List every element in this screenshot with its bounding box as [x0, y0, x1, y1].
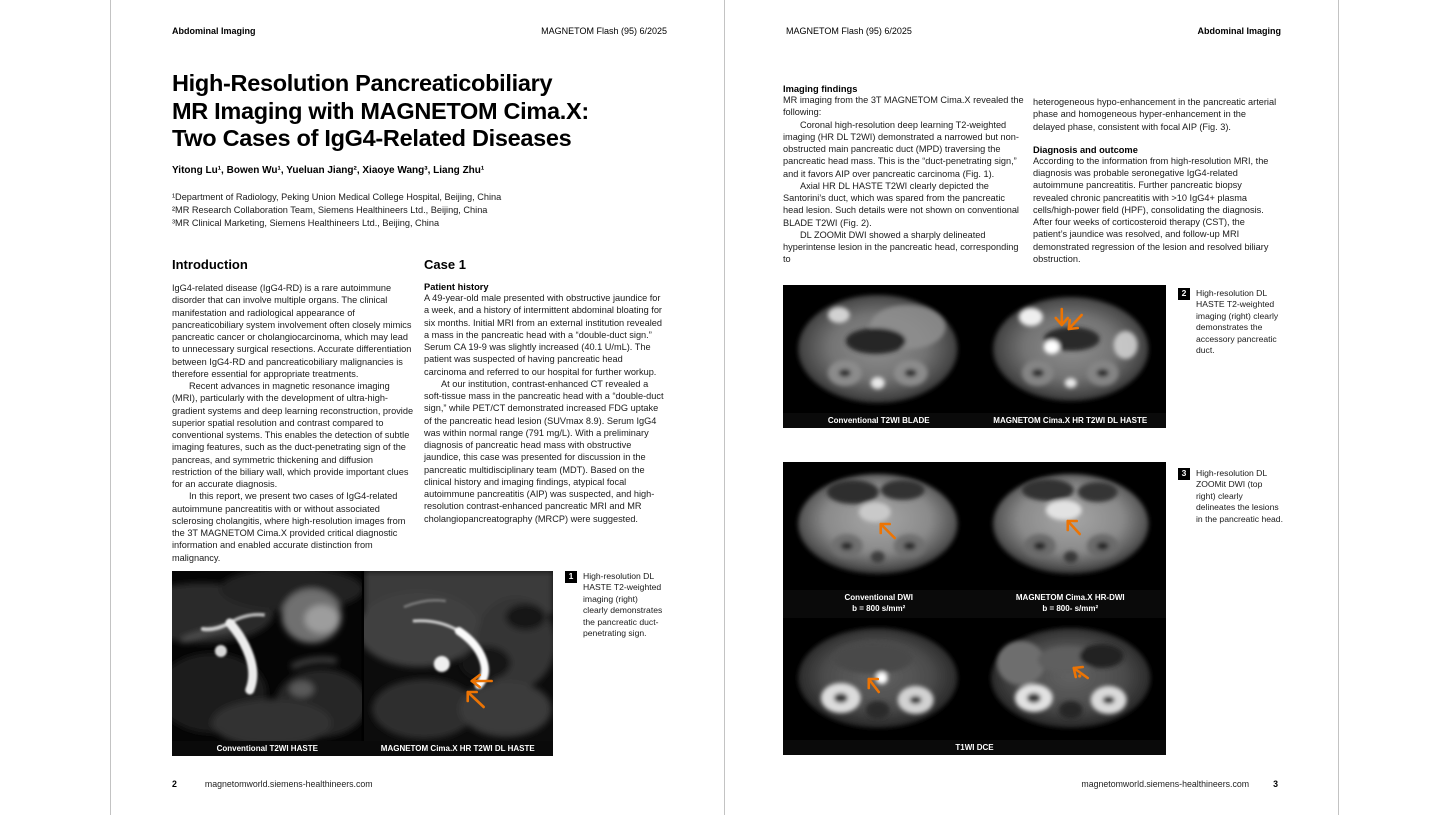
- diagnosis-column: [1033, 96, 1279, 265]
- mr-image-cimax-hr-dwi: [976, 462, 1167, 590]
- footer-url[interactable]: magnetomworld.siemens-healthineers.com: [1081, 779, 1250, 789]
- right-page-footer: [1081, 779, 1278, 789]
- mr-image-cimax-hr-t2wi-dl-haste-axial: [976, 285, 1167, 413]
- case1-column: [424, 257, 667, 525]
- right-page-edge: [1338, 0, 1339, 815]
- running-head-section: Abdominal Imaging: [1197, 26, 1281, 36]
- title-line: MR Imaging with MAGNETOM Cima.X:: [172, 97, 589, 124]
- title-line: Two Cases of IgG4-Related Diseases: [172, 125, 572, 151]
- figure2-right-label: MAGNETOM Cima.X HR T2WI DL HASTE: [993, 416, 1148, 425]
- left-page-footer: [172, 779, 373, 789]
- figure3-bottom-label: T1WI DCE: [955, 743, 994, 752]
- mr-image-conventional-t2wi-haste: [172, 571, 362, 741]
- mr-image-cimax-hr-t2wi-dl-haste: [364, 571, 554, 741]
- running-head-section: Abdominal Imaging: [172, 26, 256, 36]
- figure3-caption: [1178, 468, 1284, 525]
- running-head-issue: MAGNETOM Flash (95) 6/2025: [786, 26, 912, 36]
- figure2-number-badge: 2: [1178, 288, 1190, 300]
- body-paragraph: Axial HR DL HASTE T2WI clearly depicted the Santorini’s duct, which was spared from the pancreatic head lesion. Such details were not shown on conventional BLADE T2WI (Fig. 2).: [783, 180, 1019, 228]
- figure-2: [783, 285, 1166, 428]
- body-paragraph: IgG4-related disease (IgG4-RD) is a rare autoimmune disorder that can involve multiple organs. The clinical manifestation and radiological appearance of pancreaticobiliary system involvement often closely mimics pancreatic cancer or cholangiocarcinoma, which may lead to unnecessary surgical resections. Accurate differentiation between IgG4-RD and pancreaticobiliary malignancies is therefore essential for appropriate treatments.: [172, 283, 412, 379]
- affiliation-line: ³MR Clinical Marketing, Siemens Healthineers Ltd., Beijing, China: [172, 217, 440, 228]
- affiliation-line: ²MR Research Collaboration Team, Siemens Healthineers Ltd., Beijing, China: [172, 204, 488, 215]
- body-paragraph: In this report, we present two cases of IgG4-related autoimmune pancreatitis with or without associated sclerosing cholangitis, where high-resolution images from the 3T MAGNETOM Cima.X provided critical diagnostic information and enabled accurate distinction from malignancy.: [172, 491, 406, 563]
- figure2-left-label: Conventional T2WI BLADE: [827, 416, 930, 425]
- body-paragraph: Coronal high-resolution deep learning T2-weighted imaging (HR DL T2WI) demonstrated a narrowed but non-obstructed main pancreatic duct (MPD) traversing the pancreatic head mass. This is the “duct-penetrating sign,” and it favors AIP over pancreatic carcinoma (Fig. 1).: [783, 119, 1019, 179]
- case1-heading: Case 1: [424, 257, 466, 272]
- body-paragraph: A 49-year-old male presented with obstructive jaundice for a week, and a history of intermittent abdominal bloating for six months. Initial MRI from an external institution revealed a mass in the pancreatic head with a “double-duct sign.” Serum CA 19-9 was slightly increased (40.1 U/mL). The patient was suspected of having pancreatic head carcinoma and referred to our hospital for further workup.: [424, 293, 662, 377]
- body-paragraph: heterogeneous hypo-enhancement in the pancreatic arterial phase and homogeneous hyper-enhancement in the delayed phase, consistent with focal AIP (Fig. 3).: [1033, 97, 1277, 132]
- figure3-bottom-label-bar: [783, 740, 1166, 755]
- author-list: Yitong Lu¹, Bowen Wu¹, Yueluan Jiang², Xiaoye Wang³, Liang Zhu¹: [172, 165, 485, 176]
- patient-history-subheading: Patient history: [424, 282, 489, 292]
- title-line: High-Resolution Pancreaticobiliary: [172, 70, 553, 96]
- figure3-dwi-left-label: Conventional DWI b = 800 s/mm²: [844, 593, 913, 613]
- figure1-number-badge: 1: [565, 571, 577, 583]
- figure1-label-bar: [172, 741, 553, 756]
- figure3-dwi-right-label: MAGNETOM Cima.X HR-DWI b = 800- s/mm²: [1015, 593, 1125, 613]
- diagnosis-heading: Diagnosis and outcome: [1033, 144, 1138, 155]
- left-page-header: [172, 26, 667, 36]
- article-title: [172, 70, 677, 153]
- figure1-left-label: Conventional T2WI HASTE: [216, 744, 318, 753]
- mr-image-t1wi-dce-left: [783, 618, 974, 740]
- affiliations: [172, 191, 501, 229]
- page-number: 2: [172, 779, 177, 789]
- left-page: [111, 0, 724, 815]
- imaging-findings-column: [783, 84, 1026, 266]
- body-paragraph: Recent advances in magnetic resonance imaging (MRI), particularly with the development of ultra-high-gradient systems and deep learning reconstruction, provide superior spatial resolution and contrast compared to conventional systems. This enables the detection of subtle imaging features, such as the duct-penetrating sign of the pancreas, and symmetric thickening and diffusion restriction of the biliary wall, which provide important clues for an accurate diagnosis.: [172, 381, 414, 489]
- running-head-issue: MAGNETOM Flash (95) 6/2025: [541, 26, 667, 36]
- mr-image-t1wi-dce-right: [976, 618, 1167, 740]
- mr-image-conventional-t2wi-blade: [783, 285, 974, 413]
- figure3-mid-label-bar: [783, 590, 1166, 618]
- introduction-heading: Introduction: [172, 257, 248, 272]
- figure-3: [783, 462, 1166, 755]
- imaging-findings-heading: Imaging findings: [783, 84, 858, 94]
- right-page: [725, 0, 1338, 815]
- page-number: 3: [1273, 779, 1278, 789]
- footer-url[interactable]: magnetomworld.siemens-healthineers.com: [204, 779, 373, 789]
- figure1-caption-text: High-resolution DL HASTE T2-weighted imaging (right) clearly demonstrates the pancreatic duct-penetrating sign.: [583, 571, 663, 639]
- figure1-caption: [565, 571, 665, 639]
- mr-image-conventional-dwi: [783, 462, 974, 590]
- right-page-header: [786, 26, 1281, 36]
- figure2-caption-text: High-resolution DL HASTE T2-weighted imaging (right) clearly demonstrates the accessory pancreatic duct.: [1196, 288, 1279, 356]
- figure3-caption-text: High-resolution DL ZOOMit DWI (top right) clearly delineates the lesions in the pancreatic head.: [1196, 468, 1283, 524]
- figure3-number-badge: 3: [1178, 468, 1190, 480]
- body-paragraph: MR imaging from the 3T MAGNETOM Cima.X revealed the following:: [783, 95, 1024, 118]
- figure1-right-label: MAGNETOM Cima.X HR T2WI DL HASTE: [380, 744, 535, 753]
- figure2-caption: [1178, 288, 1284, 356]
- affiliation-line: ¹Department of Radiology, Peking Union Medical College Hospital, Beijing, China: [172, 192, 502, 202]
- figure-1: [172, 571, 553, 756]
- body-paragraph: According to the information from high-resolution MRI, the diagnosis was probable seronegative IgG4-related autoimmune pancreatitis. Further pancreatic biopsy revealed chronic pancreatitis with >10 IgG4+ plasma cells/high-power field (HPF), consolidating the diagnosis. After four weeks of corticosteroid therapy (CST), the patient’s jaundice was resolved, and follow-up MRI demonstrated regression of the lesion and resolved biliary obstruction.: [1033, 155, 1269, 264]
- introduction-column: [172, 257, 415, 564]
- figure2-label-bar: [783, 413, 1166, 428]
- body-paragraph: DL ZOOMit DWI showed a sharply delineated hyperintense lesion in the pancreatic head, corresponding to: [783, 229, 1019, 265]
- body-paragraph: At our institution, contrast-enhanced CT revealed a soft-tissue mass in the pancreatic head with a “double-duct sign,” while PET/CT demonstrated increased FDG uptake of the pancreatic head lesion (SUVmax 8.9). Serum IgG4 was within normal range (791 mg/L). With a preliminary diagnosis of pancreatic head mass with obstructive jaundice, this case was presented for discussion in the pancreatic multidisciplinary team (MDT). Based on the clinical history and imaging findings, atypical focal autoimmune pancreatitis (AIP) was suspected, and high-resolution contrast-enhanced pancreatic MRI and MR cholangiopancreatography (MRCP) were suggested.: [424, 378, 664, 524]
